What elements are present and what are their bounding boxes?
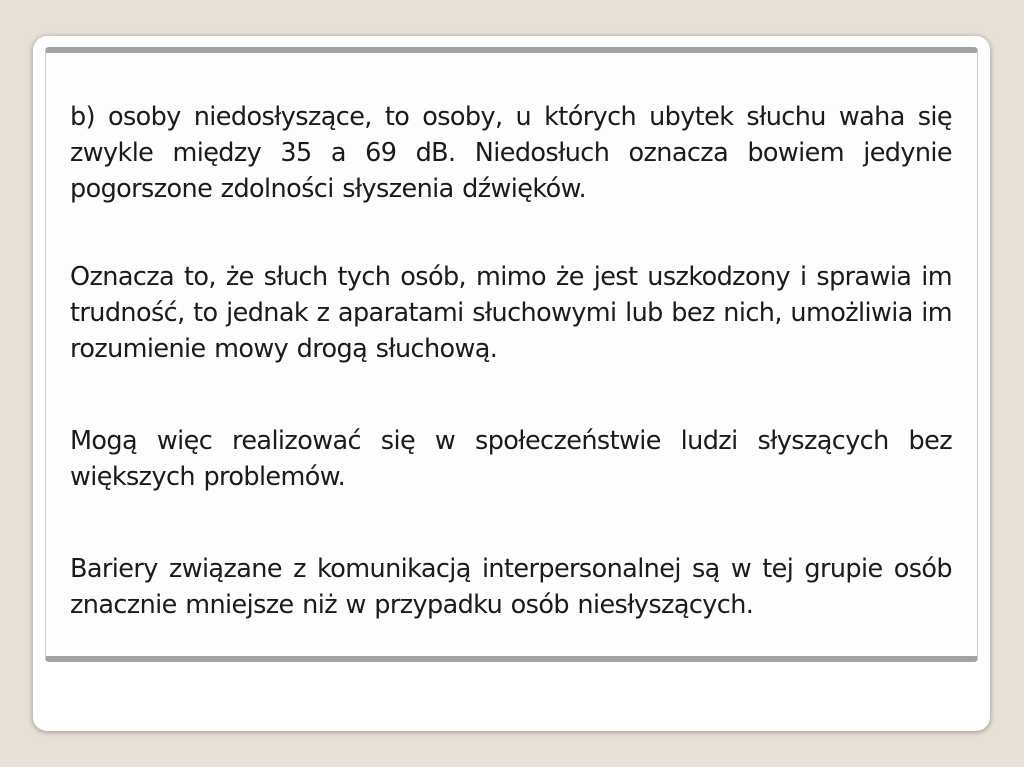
paragraph-social-realization: Mogą więc realizować się w społeczeństwie ludzi słyszących bez większych problemów. xyxy=(70,426,952,492)
paragraph-definition: b) osoby niedosłyszące, to osoby, u których ubytek słuchu waha się zwykle między 35 a 69 dB. Niedosłuch oznacza bowiem jedynie pogorszone zdolności słyszenia dźwięków. xyxy=(70,102,952,204)
paragraph-communication-barriers: Bariery związane z komunikacją interpersonalnej są w tej grupie osób znacznie mniejsze niż w przypadku osób niesłyszących. xyxy=(70,554,952,620)
paragraph-hearing-ability: Oznacza to, że słuch tych osób, mimo że jest uszkodzony i sprawia im trudność, to jednak z aparatami słuchowymi lub bez nich, umożliwia im rozumienie mowy drogą słuchową. xyxy=(70,262,952,364)
